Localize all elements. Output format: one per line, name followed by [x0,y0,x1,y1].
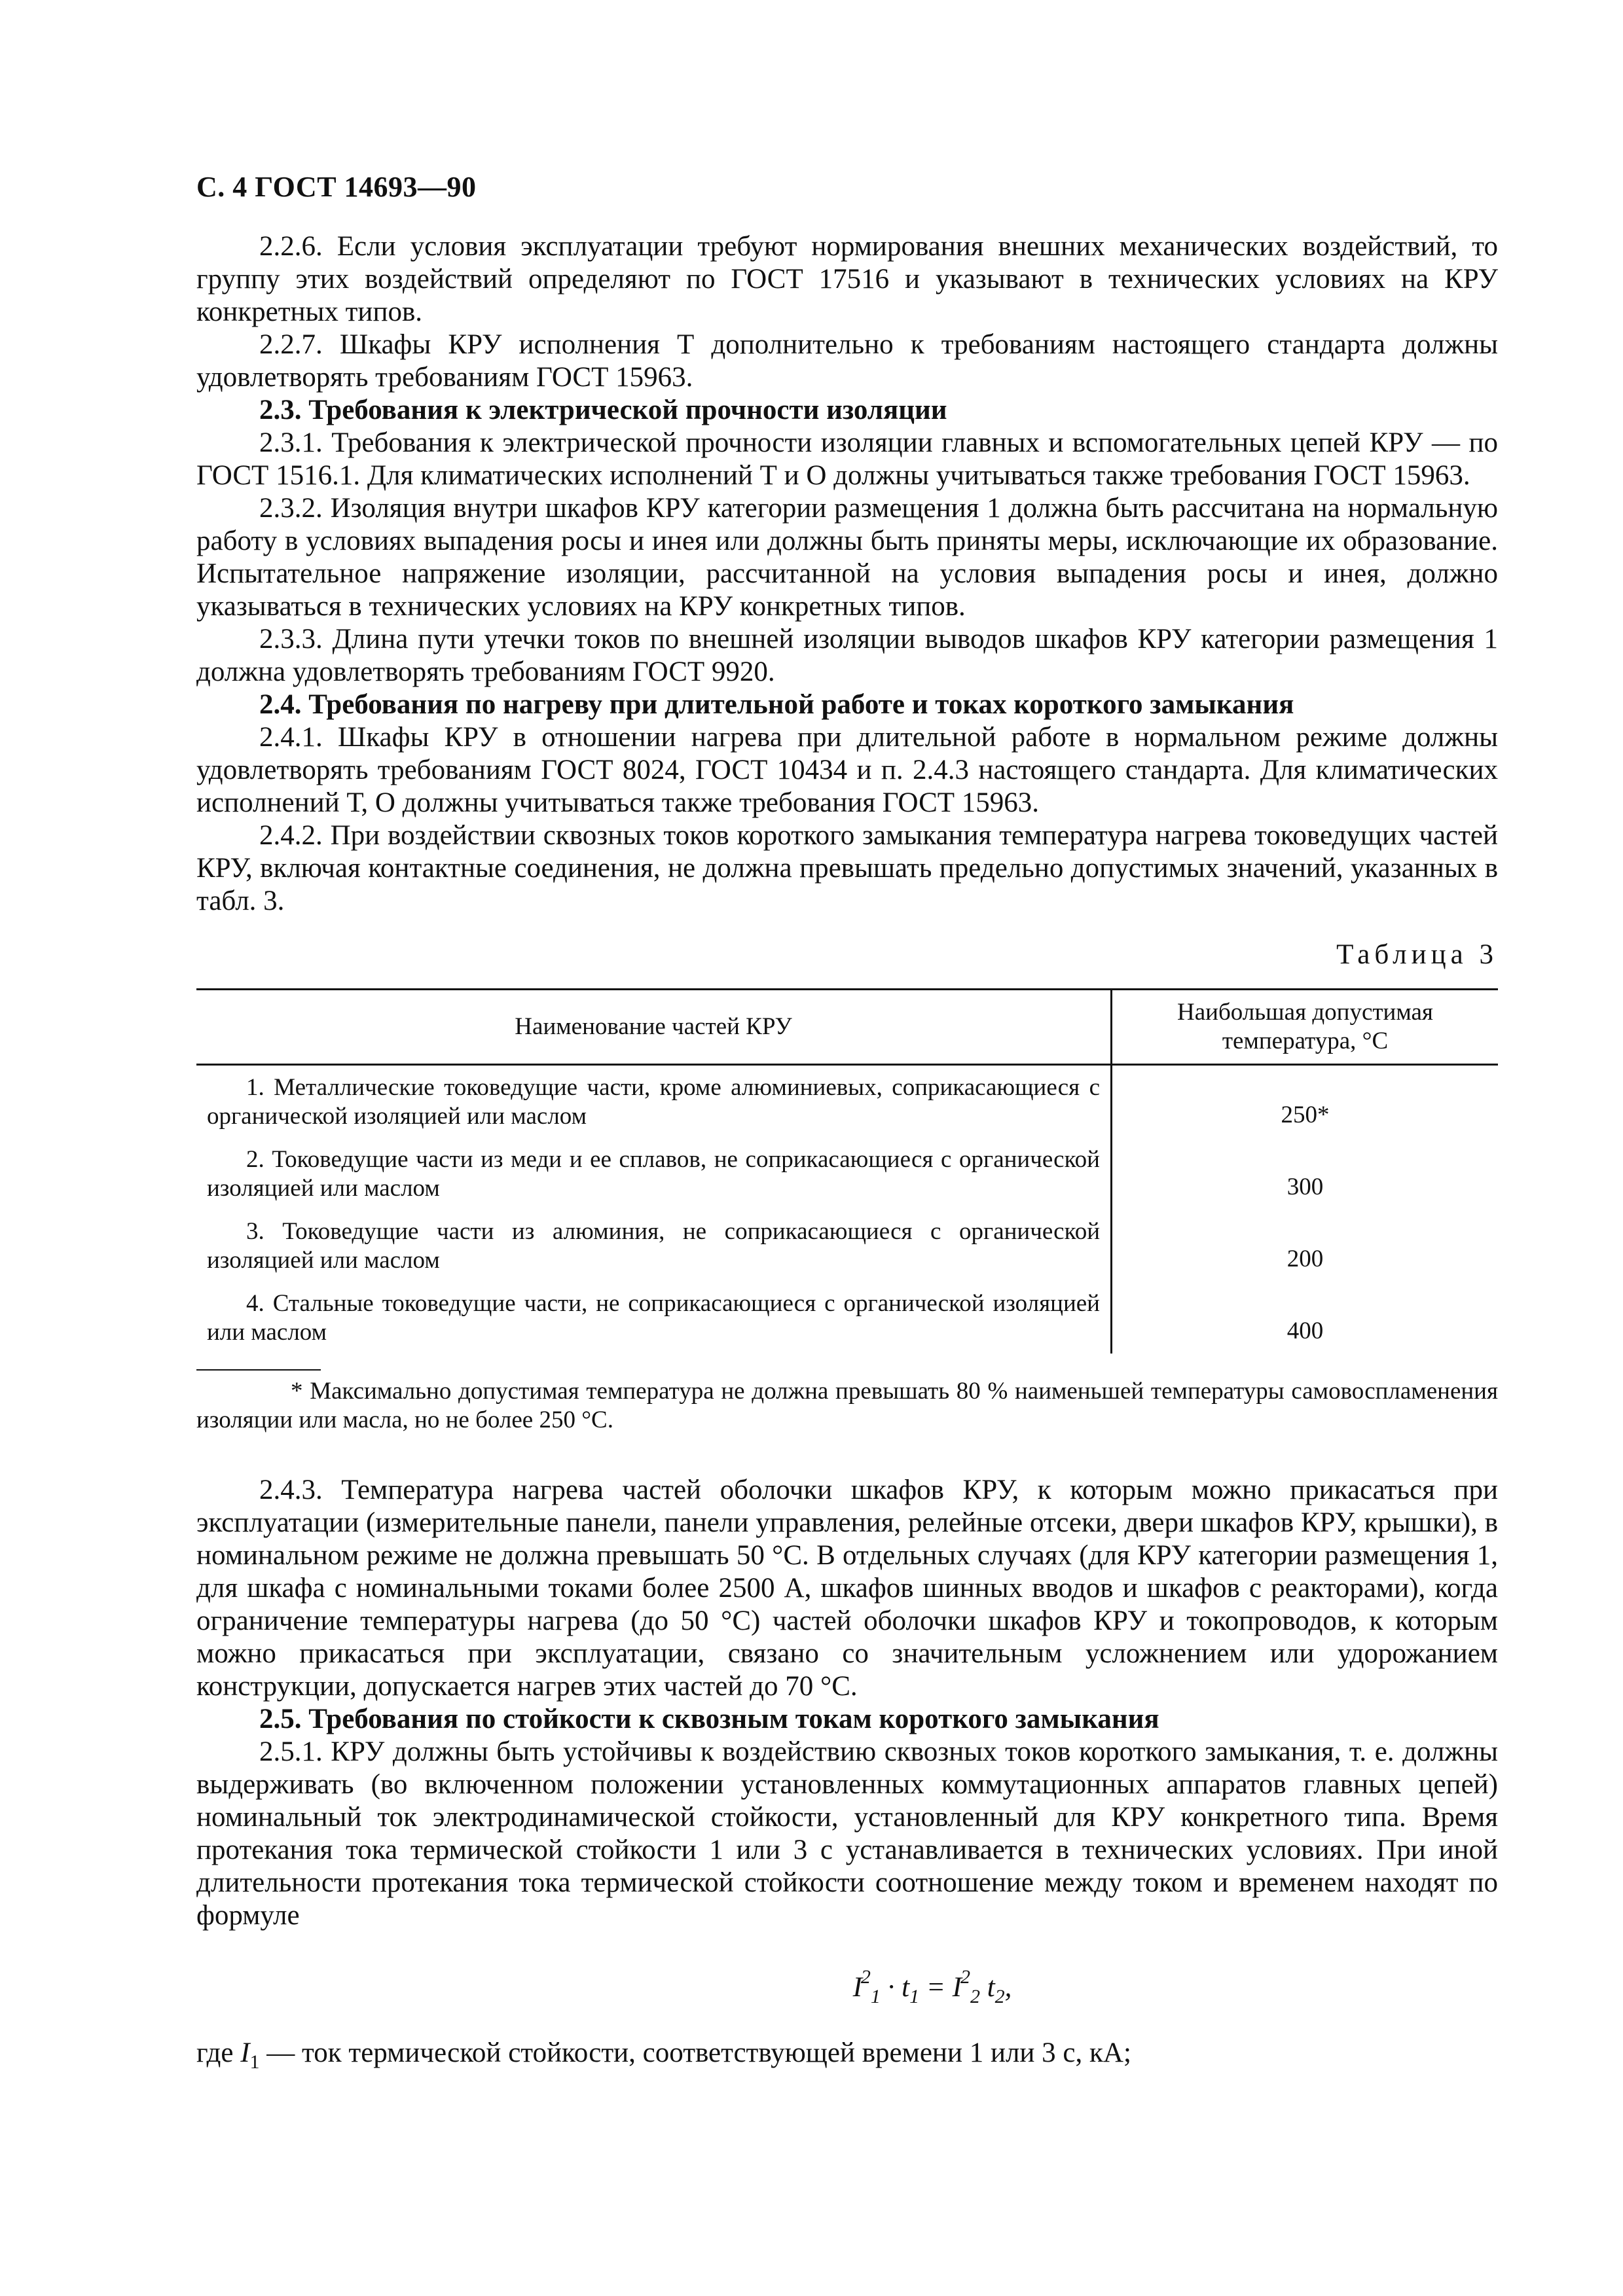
row-part-name-text: 3. Токоведущие части из алюминия, не соприкасающиеся с органической изоляцией или маслом [207,1218,1100,1274]
formula [367,1961,1498,2013]
paragraph-2-3-3: 2.3.3. Длина пути утечки токов по внешней изоляции выводов шкафов КРУ категории размещения 1 должна удовлетворять требованиям ГОСТ 9920. [196,624,1498,687]
row-temperature-value: 400 [1286,1318,1324,1344]
where-prefix: где [196,2037,241,2068]
column-header-temperature: Наибольшая допустимая температура, °С [1112,990,1499,1065]
footnote-separator [196,1369,321,1371]
paragraph-2-2-7: 2.2.7. Шкафы КРУ исполнения Т дополнительно к требованиям настоящего стандарта должны удовлетворять требованиям ГОСТ 15963. [196,329,1498,393]
where-subscript: 1 [249,2051,260,2073]
row-temperature-value: 250* [1281,1102,1330,1128]
formula-symbol-t: t [987,1972,995,2003]
formula-sub: 2 [970,1986,980,2007]
formula-exp: 2 [860,1966,871,1988]
table-row [196,1065,1498,1138]
row-part-name-text: 4. Стальные токоведущие части, не соприкасающиеся с органической изоляцией или маслом [207,1290,1100,1346]
section-heading-2-3: 2.3. Требования к электрической прочности изоляции [259,395,947,425]
row-temperature-value: 300 [1286,1174,1324,1200]
paragraph-2-3-1: 2.3.1. Требования к электрической прочности изоляции главных и вспомогательных цепей КРУ — по ГОСТ 1516.1. Для климатических исполнений Т и О должны учитываться также требования ГОСТ 15963. [196,427,1498,491]
row-part-name [196,1065,1112,1138]
row-part-name-text: 1. Металлические токоведущие части, кроме алюминиевых, соприкасающиеся с органической изоляцией или маслом [207,1074,1100,1130]
formula-symbol-i: I [852,1972,862,2003]
paragraph-2-5-1: 2.5.1. КРУ должны быть устойчивы к воздействию сквозных токов короткого замыкания, т. е. должны выдерживать (во включенном положении установленных коммутационных аппаратов главных цепей) номинальный ток электродинамической стойкости, установленный для КРУ конкретного типа. Время протекания тока термической стойкости 1 или 3 с устанавливается в технических условиях. При иной длительности протекания тока термической стойкости соотношение между током и временем находят по формуле [196,1736,1498,1931]
row-part-name [196,1210,1112,1282]
paragraph-2-3-2: 2.3.2. Изоляция внутри шкафов КРУ категории размещения 1 должна быть рассчитана на нормальную работу в условиях выпадения росы и инея или должны быть приняты меры, исключающие их образование. Испытательное напряжение изоляции, рассчитанной на условия выпадения росы и инея, должно указываться в технических условиях на КРУ конкретных типов. [196,493,1498,622]
formula-comma: , [1004,1972,1012,2003]
table-row [196,1210,1498,1282]
table-row [196,1138,1498,1210]
formula-sub: 1 [870,1986,881,2007]
where-text: — ток термической стойкости, соответствующей времени 1 или 3 с, кА; [259,2037,1131,2068]
table-footnote: * Максимально допустимая температура не должна превышать 80 % наименьшей температуры самовоспламенения изоляции или масла, но не более 250 °С. [196,1378,1498,1433]
section-heading-2-4: 2.4. Требования по нагреву при длительной работе и токах короткого замыкания [259,689,1294,720]
row-temperature-value: 200 [1286,1246,1324,1272]
document-body [196,230,1498,2079]
paragraph-2-4-3: 2.4.3. Температура нагрева частей оболочки шкафов КРУ, к которым можно прикасаться при эксплуатации (измерительные панели, панели управления, релейные отсеки, двери шкафов КРУ, крышки), в номинальном режиме не должна превышать 50 °С. В отдельных случаях (для КРУ категории размещения 1, для шкафа с номинальными токами более 2500 А, шкафов шинных вводов и шкафов с реакторами), когда ограничение температуры нагрева (до 50 °С) частей оболочки шкафов КРУ и токопроводов, к которым можно прикасаться при эксплуатации, связано со значительным усложнением или удорожанием конструкции, допускается нагрев этих частей до 70 °С. [196,1475,1498,1702]
formula-symbol-t: t [902,1972,910,2003]
formula-dot: · [880,1972,902,2003]
formula-equals: = [919,1972,953,2003]
formula-explanation [196,2037,1498,2079]
formula-sub: 2 [994,1986,1005,2007]
row-part-name-text: 2. Токоведущие части из меди и ее сплавов, не соприкасающиеся с органической изоляцией или маслом [207,1146,1100,1202]
row-part-name [196,1282,1112,1354]
table-row [196,1282,1498,1354]
row-part-name [196,1138,1112,1210]
page-header: С. 4 ГОСТ 14693—90 [196,171,477,203]
paragraph-2-2-6: 2.2.6. Если условия эксплуатации требуют нормирования внешних механических воздействий, то группу этих воздействий определяют по ГОСТ 17516 и указывают в технических условиях на КРУ конкретных типов. [196,231,1498,327]
formula-exp: 2 [960,1966,970,1988]
paragraph-2-4-2: 2.4.2. При воздействии сквозных токов короткого замыкания температура нагрева токоведущих частей КРУ, включая контактные соединения, не должна превышать предельно допустимых значений, указанных в табл. 3. [196,820,1498,916]
paragraph-2-4-1: 2.4.1. Шкафы КРУ в отношении нагрева при длительной работе в нормальном режиме должны удовлетворять требованиям ГОСТ 8024, ГОСТ 10434 и п. 2.4.3 настоящего стандарта. Для климатических исполнений Т, О должны учитываться также требования ГОСТ 15963. [196,722,1498,818]
spacer [196,1435,1498,1474]
table-caption: Таблица 3 [1336,939,1498,970]
where-symbol: I [240,2037,250,2068]
temperature-table [196,988,1498,1354]
column-header-parts: Наименование частей КРУ [196,990,1112,1065]
formula-symbol-i: I [952,1972,962,2003]
table-header-row [196,990,1498,1065]
formula-sub: 1 [909,1986,920,2007]
section-heading-2-5: 2.5. Требования по стойкости к сквозным токам короткого замыкания [259,1704,1159,1734]
